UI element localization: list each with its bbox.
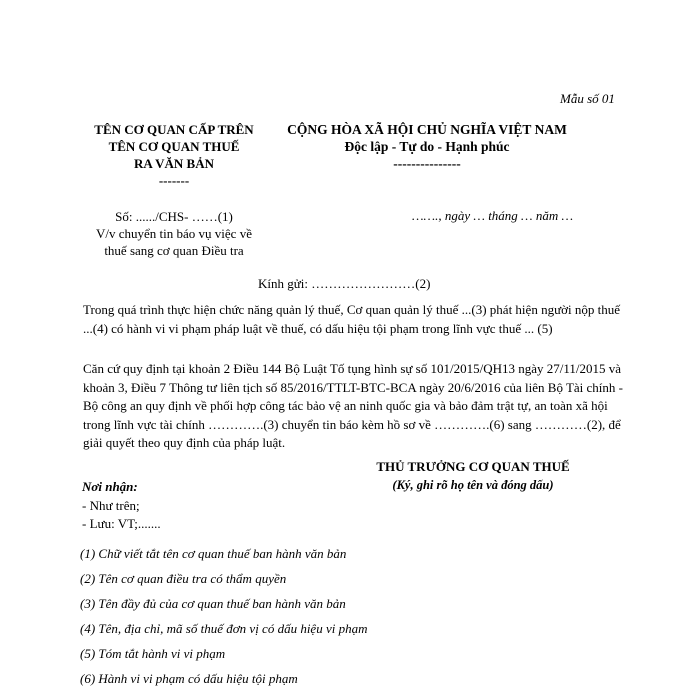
recipients-label: Nơi nhận: (82, 479, 138, 494)
form-number: Mẫu số 01 (560, 91, 615, 106)
recipient-line: Kính gửi: ……………………(2) (258, 276, 431, 291)
recipient-item: - Lưu: VT;....... (82, 516, 161, 531)
national-divider: --------------- (393, 156, 461, 171)
national-header (282, 121, 572, 172)
date-line: ……., ngày … tháng … năm … (412, 208, 574, 223)
agency-divider: ------- (158, 173, 190, 188)
footnote-item: (2) Tên cơ quan điều tra có thẩm quyền (80, 571, 287, 586)
agency-line-2: TÊN CƠ QUAN THUẾ (108, 139, 240, 154)
national-motto: Độc lập - Tự do - Hạnh phúc (344, 139, 510, 154)
footnote-item: (5) Tóm tắt hành vi vi phạm (80, 646, 226, 661)
body-paragraph-2: Căn cứ quy định tại khoản 2 Điều 144 Bộ Luật Tố tụng hình sự số 101/2015/QH13 ngày 27/11/2015 và khoản 3, Điều 7 Thông tư liên tịch số 85/2016/TTLT-BTC-BCA ngày 20/6/2016 của liên Bộ Tài chính - Bộ công an quy định về phối hợp công tác bảo vệ an ninh quốc gia và bảo đảm trật tự, an toàn xã hội trong lĩnh vực tài chính ………….(3) chuyển tin báo kèm hồ sơ về ………….(6) sang …………(2), để giải quyết theo quy định của pháp luật. (83, 361, 624, 450)
footnote-item: (1) Chữ viết tắt tên cơ quan thuế ban hành văn bản (80, 546, 347, 561)
signature-title: THỦ TRƯỞNG CƠ QUAN THUẾ (376, 459, 570, 474)
issuing-agency-header (78, 121, 270, 189)
document-subject-line-2: thuế sang cơ quan Điều tra (104, 243, 244, 258)
footnote-item: (4) Tên, địa chỉ, mã số thuế đơn vị có dấu hiệu vi phạm (80, 621, 368, 636)
body-paragraph-1: Trong quá trình thực hiện chức năng quản lý thuế, Cơ quan quản lý thuế ...(3) phát hiện người nộp thuế ...(4) có hành vi vi phạm pháp luật về thuế, có dấu hiệu tội phạm trong lĩnh vực thuế ... (5) (83, 302, 620, 336)
footnote-item: (6) Hành vi vi phạm có dấu hiệu tội phạm (80, 671, 298, 686)
document-number: Số: ....../CHS- ……(1) (115, 209, 233, 224)
agency-line-1: TÊN CƠ QUAN CẤP TRÊN (94, 122, 254, 137)
national-title: CỘNG HÒA XÃ HỘI CHỦ NGHĨA VIỆT NAM (287, 122, 567, 137)
agency-line-3: RA VĂN BẢN (134, 156, 214, 171)
document-subject-line-1: V/v chuyển tin báo vụ việc về (96, 226, 252, 241)
document-number-block (78, 208, 270, 259)
footnote-item: (3) Tên đầy đủ của cơ quan thuế ban hành văn bản (80, 596, 346, 611)
signature-instruction: (Ký, ghi rõ họ tên và đóng dấu) (392, 478, 554, 492)
recipient-item: - Như trên; (82, 498, 140, 513)
